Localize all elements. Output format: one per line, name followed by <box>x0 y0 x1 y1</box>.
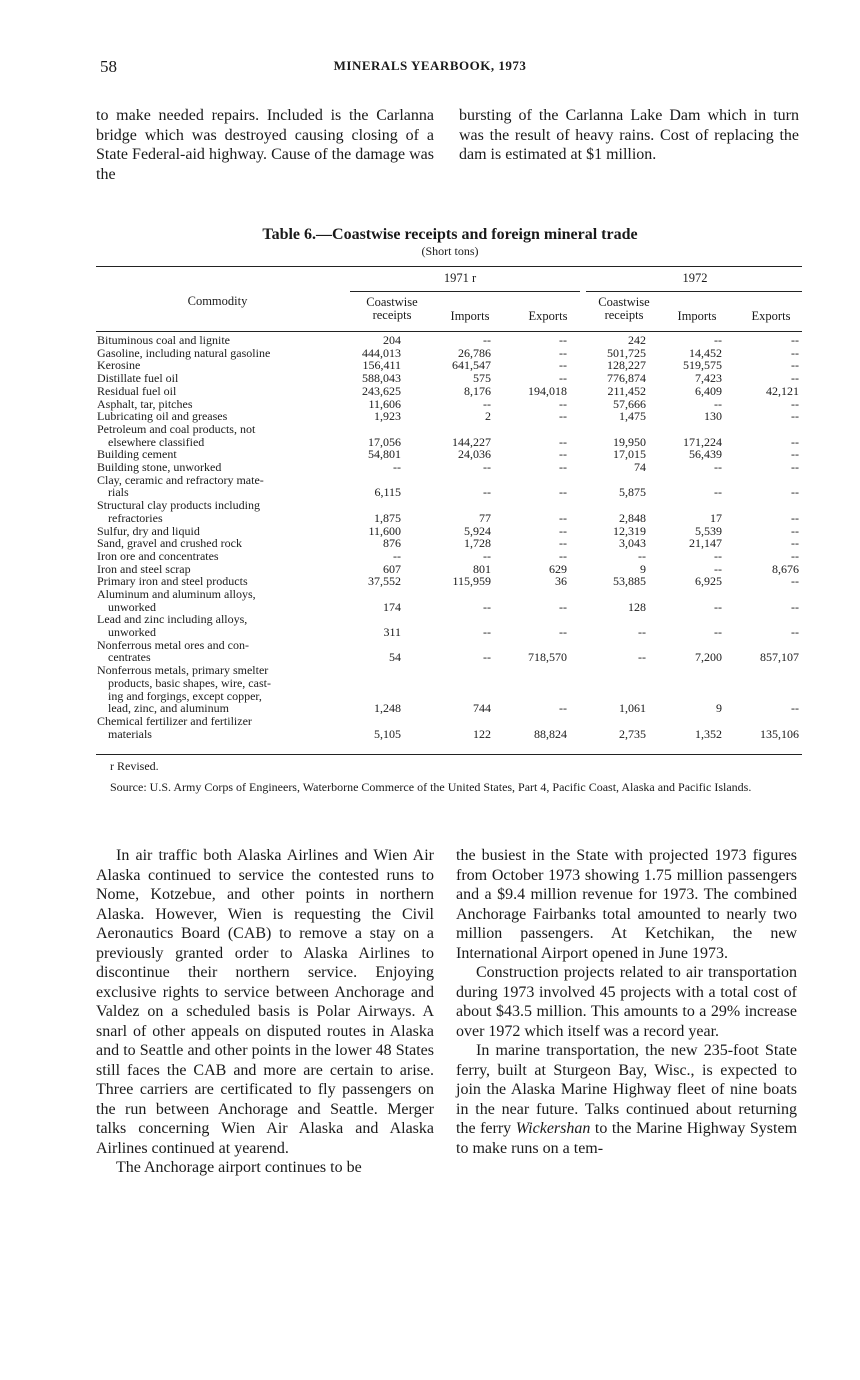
table-cell: 718,570 <box>528 650 567 665</box>
table-cell: 17,015 <box>613 447 646 462</box>
table-cell: -- <box>559 510 567 525</box>
table-cell: -- <box>791 510 799 525</box>
commodity-label: Nonferrous metal ores and con- <box>97 637 249 652</box>
table-cell: -- <box>559 625 567 640</box>
table-cell: 311 <box>383 625 401 640</box>
col-coastwise-1972: Coastwise receipts <box>598 295 650 322</box>
table-row <box>97 334 801 347</box>
year-1971-label: 1971 r <box>443 271 477 285</box>
table-cell: -- <box>638 650 646 665</box>
table-cell: 56,439 <box>689 447 722 462</box>
commodity-label: materials <box>108 726 152 741</box>
header-bottom-rule <box>96 331 802 332</box>
table-cell: -- <box>393 548 401 563</box>
commodity-label: Structural clay products including <box>97 498 260 513</box>
commodity-label: Bituminous coal and lignite <box>97 333 230 347</box>
table-cell: 17,056 <box>368 434 401 449</box>
paragraph: Construction projects related to air transportation during 1973 involved 45 projects with a total cost of about $43.5 million. This amounts to a 29% increase over 1972 which itself was a record year. <box>456 964 797 1040</box>
table-cell: 1,923 <box>374 409 401 424</box>
table-title: Table 6.—Coastwise receipts and foreign mineral trade <box>262 226 638 243</box>
table-cell: 8,676 <box>772 561 799 576</box>
table-cell: -- <box>483 599 491 614</box>
text-run: to the Marine Highway System to make runs on a tem- <box>456 1120 798 1157</box>
table-cell: -- <box>483 548 491 563</box>
commodity-label: Nonferrous metals, primary smelter <box>97 663 269 678</box>
commodity-label: Asphalt, tar, pitches <box>97 396 193 411</box>
commodity-label: ing and forgings, except copper, <box>108 688 262 703</box>
commodity-label: refractories <box>108 510 163 525</box>
table-cell: -- <box>791 409 799 424</box>
running-head: MINERALS YEARBOOK, 1973 <box>333 58 527 73</box>
table-cell: 243,625 <box>362 383 401 398</box>
table-cell: 130 <box>704 409 722 424</box>
text-run: In marine transportation, the new 235-foot State ferry, built at Sturgeon Bay, Wisc., is expected to join the Alaska Marine Highway fleet of nine boats in the near future. Talks continued about returning the ferry <box>456 1042 797 1137</box>
commodity-label: Lead and zinc including alloys, <box>97 612 248 627</box>
table-cell: 607 <box>383 561 401 576</box>
table-cell: -- <box>559 333 567 347</box>
table-top-rule <box>96 266 802 267</box>
table-cell: -- <box>791 485 799 500</box>
commodity-header: Commodity <box>187 294 248 308</box>
table-cell: -- <box>393 460 401 474</box>
table-row <box>97 613 801 638</box>
table-cell: -- <box>791 701 799 716</box>
table-cell: 876 <box>383 536 401 551</box>
table-cell: 1,061 <box>619 701 646 716</box>
table-cell: 2 <box>485 409 491 424</box>
commodity-label: Gasoline, including natural gasoline <box>97 345 271 360</box>
table-cell: 74 <box>634 460 646 474</box>
table-subtitle: (Short tons) <box>421 244 479 258</box>
table-cell: 629 <box>549 561 567 576</box>
table-cell: -- <box>638 625 646 640</box>
table-cell: -- <box>714 460 722 474</box>
table-cell: 21,147 <box>689 536 722 551</box>
table-cell: 776,874 <box>607 371 646 386</box>
commodity-label: Primary iron and steel products <box>97 574 248 589</box>
table-cell: 2,848 <box>619 510 646 525</box>
table-cell: 36 <box>555 574 567 589</box>
commodity-label: rials <box>108 485 129 500</box>
paragraph: In air traffic both Alaska Airlines and Wien Air Alaska continued to service the contested runs to Nome, Kotzebue, and other points in northern Alaska. However, Wien is requesting the Civil Aeronautics Board (CAB) to remove a stay on a previously granted order to Alaska Airlines to discontinue their northern service. Enjoying exclusive rights to service between Anchorage and Valdez on a scheduled basis is Polar Airways. A snarl of other appeals on disputed routes in Alaska and to Seattle and other points in the lower 48 States still faces the CAB and more are certain to arise. Three carriers are certificated to fly passengers on the run between Anchorage and Seattle. Merger talks concerning Wien Air Alaska and Alaska Airlines continued at yearend. <box>96 847 434 1157</box>
table-cell: 7,200 <box>695 650 722 665</box>
commodity-label: products, basic shapes, wire, cast- <box>108 675 271 690</box>
table-cell: -- <box>714 485 722 500</box>
commodity-label: unworked <box>108 599 156 614</box>
table-row <box>97 550 801 563</box>
table-cell: 77 <box>479 510 491 525</box>
table-cell: 42,121 <box>766 383 799 398</box>
table-cell: 135,106 <box>760 726 799 741</box>
table-cell: 857,107 <box>760 650 799 665</box>
table-cell: 9 <box>716 701 722 716</box>
table-cell: 242 <box>628 333 646 347</box>
table-row <box>97 423 801 448</box>
table-cell: -- <box>559 599 567 614</box>
table-cell: -- <box>791 396 799 411</box>
paragraph: to make needed repairs. Included is the Carlanna bridge which was destroyed causing closing of a State Federal-aid highway. Cause of the damage was the <box>96 107 434 183</box>
table-cell: -- <box>791 599 799 614</box>
table-cell: 6,115 <box>374 485 401 500</box>
table-cell: -- <box>791 523 799 538</box>
table-cell: -- <box>559 345 567 360</box>
table-cell: -- <box>559 396 567 411</box>
table-cell: -- <box>483 625 491 640</box>
table-cell: 2,735 <box>619 726 646 741</box>
table-cell: -- <box>714 561 722 576</box>
table-cell: 641,547 <box>452 358 491 373</box>
table-cell: -- <box>791 536 799 551</box>
table-cell: 19,950 <box>613 434 646 449</box>
table-cell: -- <box>714 599 722 614</box>
commodity-label: Sulfur, dry and liquid <box>97 523 200 538</box>
table-cell: -- <box>559 523 567 538</box>
table-cell: -- <box>559 460 567 474</box>
table-cell: 194,018 <box>528 383 567 398</box>
col-exports-1971: Exports <box>528 309 568 323</box>
bottom-left-column <box>96 846 434 1178</box>
table-cell: 174 <box>383 599 401 614</box>
table-cell: -- <box>791 460 799 474</box>
table-cell: 17 <box>710 510 722 525</box>
table-cell: 5,924 <box>464 523 491 538</box>
year2-rule <box>586 291 802 292</box>
table-cell: 144,227 <box>452 434 491 449</box>
table-row <box>97 499 801 524</box>
table-cell: -- <box>791 548 799 563</box>
col-exports-1972: Exports <box>751 309 791 323</box>
table-cell: 501,725 <box>607 345 646 360</box>
table-cell: 204 <box>383 333 401 347</box>
table-cell: -- <box>791 358 799 373</box>
table-row <box>97 461 801 474</box>
table-row <box>97 537 801 550</box>
col-imports-1972: Imports <box>677 309 717 323</box>
table-cell: 12,319 <box>613 523 646 538</box>
table-cell: -- <box>791 345 799 360</box>
table-cell: -- <box>559 485 567 500</box>
table-row <box>97 715 801 740</box>
table-cell: -- <box>483 650 491 665</box>
table-cell: 1,475 <box>619 409 646 424</box>
table-cell: 54 <box>389 650 401 665</box>
commodity-label: Sand, gravel and crushed rock <box>97 536 242 551</box>
table-cell: 88,824 <box>534 726 567 741</box>
table-cell: -- <box>559 701 567 716</box>
table-cell: 24,036 <box>458 447 491 462</box>
table-row <box>97 372 801 385</box>
table-cell: -- <box>791 434 799 449</box>
table-cell: -- <box>559 434 567 449</box>
table-cell: 171,224 <box>683 434 722 449</box>
table-cell: 5,105 <box>374 726 401 741</box>
commodity-label: Clay, ceramic and refractory mate- <box>97 472 264 487</box>
table-cell: 11,606 <box>368 396 401 411</box>
page-number: 58 <box>100 57 117 76</box>
table-cell: -- <box>791 371 799 386</box>
table-cell: 1,248 <box>374 701 401 716</box>
commodity-label: Petroleum and coal products, not <box>97 421 256 436</box>
table-cell: -- <box>559 536 567 551</box>
table-cell: 11,600 <box>368 523 401 538</box>
table-cell: 14,452 <box>689 345 722 360</box>
table-cell: -- <box>791 447 799 462</box>
paragraph: bursting of the Carlanna Lake Dam which in turn was the result of heavy rains. Cost of replacing the dam is estimated at $1 million. <box>459 107 799 163</box>
table-cell: 3,043 <box>619 536 646 551</box>
table-row <box>97 385 801 398</box>
commodity-label: Kerosine <box>97 358 141 373</box>
table-cell: -- <box>714 625 722 640</box>
table-cell: -- <box>559 409 567 424</box>
table-cell: 744 <box>473 701 491 716</box>
table-cell: -- <box>559 371 567 386</box>
commodity-label: Iron and steel scrap <box>97 561 191 576</box>
table-cell: -- <box>483 460 491 474</box>
year1-rule <box>350 291 580 292</box>
commodity-label: Building stone, unworked <box>97 460 222 474</box>
commodity-label: elsewhere classified <box>108 434 205 449</box>
table-row <box>97 474 801 499</box>
table-cell: -- <box>483 396 491 411</box>
table-cell: -- <box>638 548 646 563</box>
table-cell: 519,575 <box>683 358 722 373</box>
table-cell: -- <box>714 548 722 563</box>
top-left-column <box>96 106 434 184</box>
top-right-column <box>459 106 799 165</box>
commodity-label: Building cement <box>97 447 177 462</box>
table-row <box>97 410 801 423</box>
table-cell: 53,885 <box>613 574 646 589</box>
commodity-label: Aluminum and aluminum alloys, <box>97 587 256 601</box>
commodity-label: Chemical fertilizer and fertilizer <box>97 714 252 728</box>
table-cell: 128 <box>628 599 646 614</box>
col-imports-1971: Imports <box>450 309 490 323</box>
table-cell: 5,539 <box>695 523 722 538</box>
table-row <box>97 588 801 613</box>
year-1972-header: 1972 <box>682 271 708 285</box>
commodity-label: Iron ore and concentrates <box>97 548 219 563</box>
table-cell: 115,959 <box>452 574 491 589</box>
table-cell: 26,786 <box>458 345 491 360</box>
table-cell: 5,875 <box>619 485 646 500</box>
table-row <box>97 639 801 664</box>
table-cell: 9 <box>640 561 646 576</box>
table-cell: 575 <box>473 371 491 386</box>
table-cell: -- <box>559 548 567 563</box>
table-cell: -- <box>714 333 722 347</box>
table-cell: 1,728 <box>464 536 491 551</box>
col-coastwise-1971: Coastwise receipts <box>366 295 418 322</box>
table-cell: 54,801 <box>368 447 401 462</box>
footnote-revised: r Revised. <box>110 759 159 773</box>
table-cell: 801 <box>473 561 491 576</box>
year-1971-header <box>420 272 500 285</box>
paragraph: The Anchorage airport continues to be <box>116 1159 362 1176</box>
table-cell: 1,352 <box>695 726 722 741</box>
table-bottom-rule <box>96 754 802 755</box>
table-cell: -- <box>559 358 567 373</box>
bottom-right-column <box>456 846 797 1158</box>
table-cell: 444,013 <box>362 345 401 360</box>
commodity-label: Lubricating oil and greases <box>97 409 228 424</box>
table-cell: 8,176 <box>464 383 491 398</box>
commodity-label: unworked <box>108 625 156 640</box>
table-cell: -- <box>483 333 491 347</box>
table-cell: 6,925 <box>695 574 722 589</box>
table-cell: 6,409 <box>695 383 722 398</box>
table-cell: 7,423 <box>695 371 722 386</box>
paragraph: the busiest in the State with projected 1973 figures from October 1973 showing 1.75 million passengers and a $9.4 million revenue for 1973. The combined Anchorage Fairbanks total amounted to nearly two million passengers. At Ketchikan, the new International Airport opened in June 1973. <box>456 847 797 962</box>
table-cell: 122 <box>473 726 491 741</box>
table-cell: 128,227 <box>607 358 646 373</box>
table-cell: -- <box>791 574 799 589</box>
commodity-label: Distillate fuel oil <box>97 371 179 386</box>
commodity-label: lead, zinc, and aluminum <box>108 701 229 716</box>
table-cell: -- <box>791 333 799 347</box>
table-cell: 588,043 <box>362 371 401 386</box>
table-cell: 211,452 <box>607 383 646 398</box>
table-cell: 57,666 <box>613 396 646 411</box>
commodity-label: Residual fuel oil <box>97 383 177 398</box>
table-cell: -- <box>791 625 799 640</box>
table-cell: 156,411 <box>362 358 401 373</box>
table-source: Source: U.S. Army Corps of Engineers, Waterborne Commerce of the United States, Part 4, Pacific Coast, Alaska and Pacific Islands. <box>110 780 752 794</box>
ship-name: Wickershan <box>515 1120 591 1137</box>
table-cell: 37,552 <box>368 574 401 589</box>
table-cell: -- <box>559 447 567 462</box>
table-cell: -- <box>483 485 491 500</box>
commodity-label: centrates <box>108 650 151 665</box>
table-cell: 1,875 <box>374 510 401 525</box>
table-cell: -- <box>714 396 722 411</box>
table-row <box>97 664 801 715</box>
paragraph <box>456 1041 797 1158</box>
